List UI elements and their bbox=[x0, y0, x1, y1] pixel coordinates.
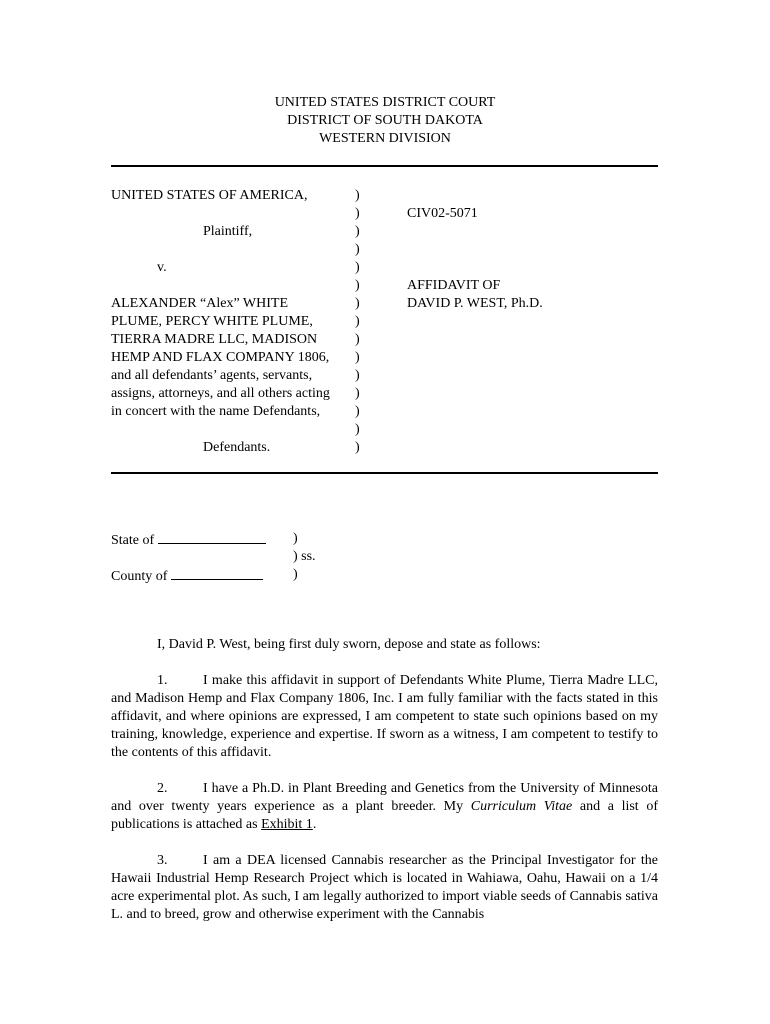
paragraph-text: . bbox=[312, 817, 317, 832]
court-division: WESTERN DIVISION bbox=[319, 131, 451, 146]
paragraph-number: 1. bbox=[157, 673, 168, 688]
paragraph-number: 2. bbox=[157, 781, 168, 796]
state-label: State of bbox=[111, 533, 155, 548]
bottom-divider bbox=[111, 472, 658, 474]
ss-row bbox=[111, 548, 411, 566]
paragraph-text: I make this affidavit in support of Defendants White Plume, Tierra Madre LLC, and Madison Hemp and Flax Company 1806, Inc. I am fully familiar with the facts stated in this affidavit, and where opinions are expressed, I am competent to state such opinions based on my training, knowledge, experience and expertise. If sworn as a witness, I am competent to testify to the contents of this affidavit. bbox=[111, 673, 658, 760]
caption-paren: ) bbox=[355, 440, 360, 455]
state-blank-line bbox=[158, 530, 266, 544]
affidavit-body bbox=[111, 636, 658, 942]
venue-paren: ) bbox=[293, 531, 298, 546]
plaintiff-party: UNITED STATES OF AMERICA, bbox=[111, 188, 308, 203]
case-number: CIV02-5071 bbox=[407, 206, 478, 221]
defendant-line: TIERRA MADRE LLC, MADISON bbox=[111, 332, 318, 347]
caption-paren: ) bbox=[355, 350, 360, 365]
caption-paren: ) bbox=[355, 242, 360, 257]
case-number-block bbox=[407, 205, 647, 223]
county-blank-line bbox=[171, 566, 263, 580]
court-name: UNITED STATES DISTRICT COURT bbox=[274, 95, 496, 110]
court-header bbox=[0, 94, 770, 148]
venue-block bbox=[111, 530, 411, 584]
paragraph-number: 3. bbox=[157, 853, 168, 868]
caption-paren: ) bbox=[355, 278, 360, 293]
paragraph-3 bbox=[111, 852, 658, 924]
exhibit-reference: Exhibit 1 bbox=[261, 817, 313, 832]
caption-paren: ) bbox=[355, 368, 360, 383]
caption-parentheses bbox=[355, 187, 367, 457]
paragraph-text: and a list of publications is attached as bbox=[111, 799, 658, 832]
caption-paren: ) bbox=[355, 314, 360, 329]
county-row bbox=[111, 566, 411, 584]
paragraph-1 bbox=[111, 672, 658, 762]
affiant-name: DAVID P. WEST, Ph.D. bbox=[407, 296, 543, 311]
caption-paren: ) bbox=[355, 332, 360, 347]
plaintiff-label: Plaintiff, bbox=[203, 224, 253, 239]
caption-paren: ) bbox=[355, 422, 360, 437]
defendant-line: PLUME, PERCY WHITE PLUME, bbox=[111, 314, 313, 329]
state-row bbox=[111, 530, 411, 548]
defendant-line: in concert with the name Defendants, bbox=[111, 404, 321, 419]
county-label: County of bbox=[111, 569, 168, 584]
defendant-line: assigns, attorneys, and all others acting bbox=[111, 386, 330, 401]
defendant-line: HEMP AND FLAX COMPANY 1806, bbox=[111, 350, 330, 365]
caption-paren: ) bbox=[355, 206, 360, 221]
caption-paren: ) bbox=[355, 188, 360, 203]
caption-paren: ) bbox=[355, 224, 360, 239]
versus-label: v. bbox=[157, 260, 167, 275]
paragraph-text: I have a Ph.D. in Plant Breeding and Genetics from the University of Minnesota and over twenty years experience as a plant breeder. My bbox=[111, 781, 658, 814]
defendant-line: ALEXANDER “Alex” WHITE bbox=[111, 296, 289, 311]
paragraph-text: I am a DEA licensed Cannabis researcher as the Principal Investigator for the Hawaii Industrial Hemp Research Project which is located in Wahiawa, Oahu, Hawaii on a 1/4 acre experimental plot. As such, I am legally authorized to import viable seeds of Cannabis sativa L. and to breed, grow and otherwise experiment with the Cannabis bbox=[111, 853, 658, 922]
case-caption-parties bbox=[111, 187, 371, 457]
court-district: DISTRICT OF SOUTH DAKOTA bbox=[287, 113, 483, 128]
paragraph-2 bbox=[111, 780, 658, 834]
caption-paren: ) bbox=[355, 386, 360, 401]
venue-paren: ) bbox=[293, 567, 298, 582]
caption-paren: ) bbox=[355, 296, 360, 311]
intro-paragraph: I, David P. West, being first duly sworn, depose and state as follows: bbox=[157, 637, 541, 652]
defendant-label: Defendants. bbox=[203, 440, 271, 455]
caption-paren: ) bbox=[355, 404, 360, 419]
document-title: AFFIDAVIT OF bbox=[407, 278, 501, 293]
venue-ss: ) ss. bbox=[293, 549, 316, 564]
top-divider bbox=[111, 165, 658, 167]
curriculum-vitae-italic: Curriculum Vitae bbox=[470, 799, 573, 814]
defendant-line: and all defendants’ agents, servants, bbox=[111, 368, 313, 383]
document-title-block bbox=[407, 277, 647, 313]
caption-paren: ) bbox=[355, 260, 360, 275]
